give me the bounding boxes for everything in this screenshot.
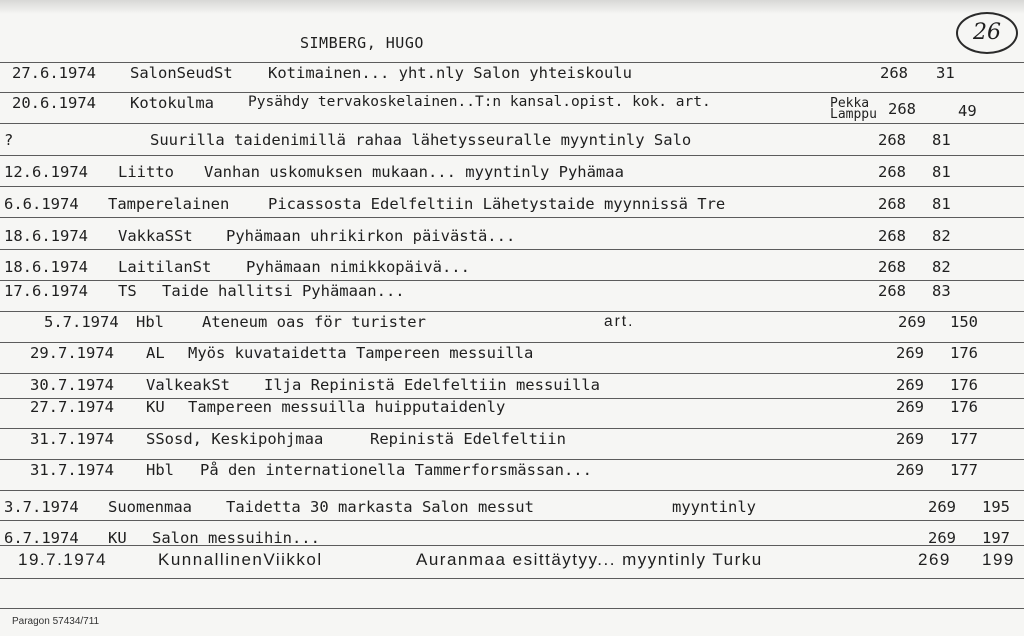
ruled-line xyxy=(0,490,1024,491)
ruled-line xyxy=(0,608,1024,609)
ruled-line xyxy=(0,92,1024,93)
list-item xyxy=(0,163,1024,185)
entry-date: 27.7.1974 xyxy=(30,398,114,416)
entry-title: Kotimainen... yht.nly Salon yhteiskoulu xyxy=(268,64,632,82)
list-item xyxy=(0,258,1024,280)
entry-page: 82 xyxy=(932,227,951,245)
entry-page: 176 xyxy=(950,398,978,416)
entry-title: Suurilla taidenimillä rahaa lähetysseuralle myyntinly Salo xyxy=(150,131,692,149)
ruled-line xyxy=(0,428,1024,429)
entry-date: 18.6.1974 xyxy=(4,258,88,276)
entry-title: Auranmaa esittäytyy... myyntinly Turku xyxy=(416,550,763,569)
ruled-line xyxy=(0,217,1024,218)
ruled-line xyxy=(0,249,1024,250)
entry-title: Pyhämaan nimikkopäivä... xyxy=(246,258,470,276)
ruled-line xyxy=(0,520,1024,521)
entry-date: 5.7.1974 xyxy=(44,313,119,331)
entry-page: 197 xyxy=(982,529,1010,547)
entry-date: 31.7.1974 xyxy=(30,461,114,479)
entry-title: Tampereen messuilla huipputaidenly xyxy=(188,398,506,416)
entry-page: 49 xyxy=(958,102,977,120)
list-item xyxy=(0,313,1024,335)
entry-page: 176 xyxy=(950,344,978,362)
entry-source: KU xyxy=(108,529,127,547)
entry-date: 12.6.1974 xyxy=(4,163,88,181)
entry-source: ValkeakSt xyxy=(146,376,230,394)
entry-source: KU xyxy=(146,398,165,416)
entry-date: 29.7.1974 xyxy=(30,344,114,362)
entry-volume: 269 xyxy=(896,344,924,362)
entry-volume: 269 xyxy=(928,529,956,547)
list-item xyxy=(0,529,1024,551)
entry-volume: 269 xyxy=(898,313,926,331)
entry-note: Pekka Lamppu xyxy=(830,96,877,122)
entry-date: 27.6.1974 xyxy=(12,64,96,82)
entry-volume: 269 xyxy=(896,461,924,479)
list-item xyxy=(0,227,1024,249)
entry-source: SSosd, Keskipohjmaa xyxy=(146,430,324,448)
entry-source: Hbl xyxy=(146,461,174,479)
entry-source: KunnallinenViikkol xyxy=(158,550,323,569)
list-item xyxy=(0,195,1024,217)
entry-source: VakkaSSt xyxy=(118,227,193,245)
entry-page: 81 xyxy=(932,163,951,181)
entry-volume: 269 xyxy=(928,498,956,516)
list-item xyxy=(0,94,1024,122)
entry-title: Picassosta Edelfeltiin Lähetystaide myynnissä Tre xyxy=(268,195,726,213)
entry-source: Liitto xyxy=(118,163,174,181)
entry-date: 6.7.1974 xyxy=(4,529,79,547)
entry-title: Myös kuvataidetta Tampereen messuilla xyxy=(188,344,534,362)
entry-source: Suomenmaa xyxy=(108,498,192,516)
ruled-line xyxy=(0,155,1024,156)
entry-note: art. xyxy=(604,313,635,330)
entry-volume: 268 xyxy=(878,258,906,276)
entry-volume: 268 xyxy=(880,64,908,82)
list-item xyxy=(0,376,1024,398)
entry-title: Ilja Repinistä Edelfeltiin messuilla xyxy=(264,376,600,394)
entry-volume: 268 xyxy=(878,227,906,245)
ruled-line xyxy=(0,578,1024,579)
entry-date: 30.7.1974 xyxy=(30,376,114,394)
entry-page: 81 xyxy=(932,195,951,213)
list-item xyxy=(0,344,1024,366)
entry-title: På den internationella Tammerforsmässan... xyxy=(200,461,592,479)
list-item xyxy=(0,282,1024,304)
entry-title: Salon messuihin... xyxy=(152,529,320,547)
entry-title: Pysähdy tervakoskelainen..T:n kansal.opist. kok. art. xyxy=(248,94,711,110)
entry-source: TS xyxy=(118,282,137,300)
entry-source: Tamperelainen xyxy=(108,195,230,213)
entry-date: 31.7.1974 xyxy=(30,430,114,448)
ruled-line xyxy=(0,342,1024,343)
ruled-line xyxy=(0,123,1024,124)
entry-source: LaitilanSt xyxy=(118,258,212,276)
list-item xyxy=(0,461,1024,483)
entry-source: AL xyxy=(146,344,165,362)
circled-page-number: 26 xyxy=(956,12,1018,54)
entry-source: SalonSeudSt xyxy=(130,64,233,82)
ruled-line xyxy=(0,186,1024,187)
entry-page: 31 xyxy=(936,64,955,82)
entry-volume: 268 xyxy=(888,100,916,118)
entry-volume: 268 xyxy=(878,282,906,300)
entry-date: 20.6.1974 xyxy=(12,94,96,112)
entry-title: Vanhan uskomuksen mukaan... myyntinly Pyhämaa xyxy=(204,163,624,181)
list-item xyxy=(0,498,1024,520)
entry-volume: 269 xyxy=(918,550,951,569)
entry-date: 3.7.1974 xyxy=(4,498,79,516)
list-item xyxy=(0,131,1024,153)
entry-page: 177 xyxy=(950,430,978,448)
entry-note: myyntinly xyxy=(672,498,756,516)
entry-page: 195 xyxy=(982,498,1010,516)
entry-volume: 269 xyxy=(896,398,924,416)
entry-volume: 269 xyxy=(896,376,924,394)
entry-volume: 269 xyxy=(896,430,924,448)
entry-date: 17.6.1974 xyxy=(4,282,88,300)
entry-page: 83 xyxy=(932,282,951,300)
entry-date: 18.6.1974 xyxy=(4,227,88,245)
ruled-line xyxy=(0,62,1024,63)
entry-title: Taidetta 30 markasta Salon messut xyxy=(226,498,534,516)
entry-page: 199 xyxy=(982,550,1015,569)
entry-title: Ateneum oas för turister xyxy=(202,313,426,331)
entry-title: Repinistä Edelfeltiin xyxy=(370,430,566,448)
ruled-line xyxy=(0,459,1024,460)
entry-title: Pyhämaan uhrikirkon päivästä... xyxy=(226,227,516,245)
entry-page: 81 xyxy=(932,131,951,149)
list-item xyxy=(0,64,1024,86)
entry-date: 19.7.1974 xyxy=(18,550,108,569)
entry-volume: 268 xyxy=(878,131,906,149)
scan-top-shadow xyxy=(0,0,1024,14)
entry-title: Taide hallitsi Pyhämaan... xyxy=(162,282,405,300)
ruled-line xyxy=(0,280,1024,281)
list-item xyxy=(0,398,1024,420)
list-item xyxy=(0,550,1024,572)
entry-date: 6.6.1974 xyxy=(4,195,79,213)
entry-page: 150 xyxy=(950,313,978,331)
printer-imprint: Paragon 57434/711 xyxy=(12,616,100,627)
entry-date: ? xyxy=(4,131,14,149)
entry-page: 177 xyxy=(950,461,978,479)
entry-source: Hbl xyxy=(136,313,164,331)
entry-source: Kotokulma xyxy=(130,94,214,112)
entry-page: 176 xyxy=(950,376,978,394)
entry-page: 82 xyxy=(932,258,951,276)
ruled-line xyxy=(0,311,1024,312)
entry-volume: 268 xyxy=(878,195,906,213)
ruled-line xyxy=(0,373,1024,374)
card-header-name: SIMBERG, HUGO xyxy=(300,34,424,52)
list-item xyxy=(0,430,1024,452)
entry-volume: 268 xyxy=(878,163,906,181)
